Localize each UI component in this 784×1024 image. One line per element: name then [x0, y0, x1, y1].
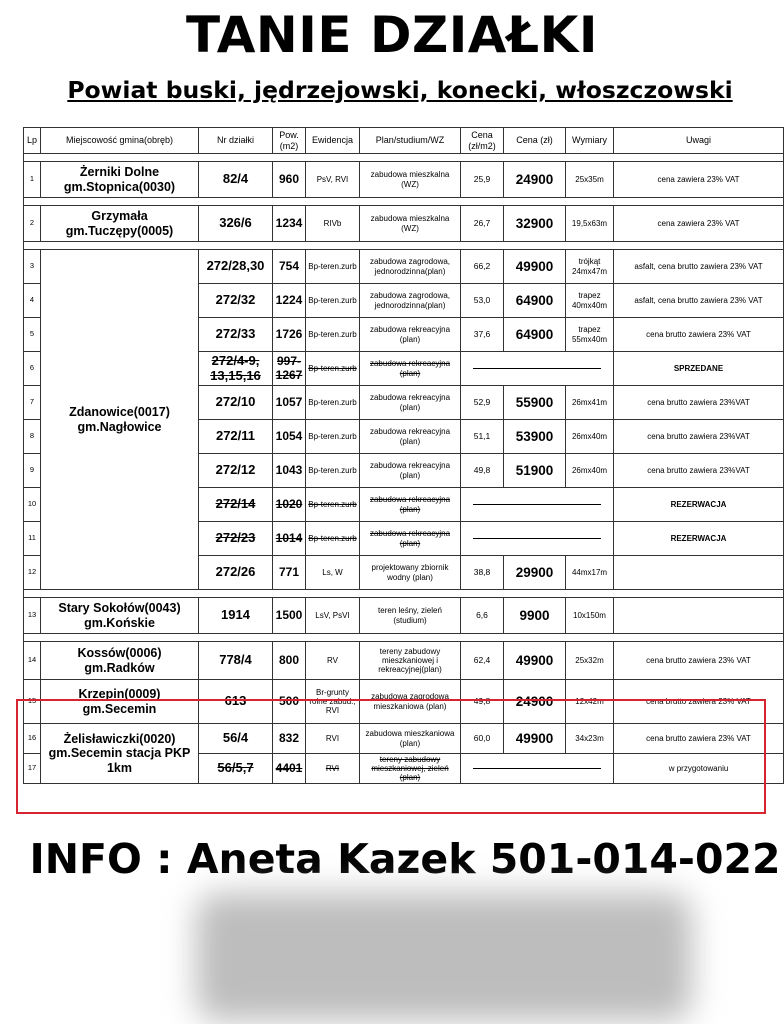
cell-price-per-m2: 37,6 [461, 318, 504, 352]
cell-lp: 1 [24, 162, 41, 198]
cell-notes: cena brutto zawiera 23% VAT [614, 680, 784, 724]
cell-lp: 14 [24, 642, 41, 680]
cell-registry: PsV, RVI [306, 162, 360, 198]
header-registry: Ewidencja [306, 128, 360, 154]
cell-plan: zabudowa rekreacyjna (plan) [360, 488, 461, 522]
cell-plan: zabudowa zagrodowa, jednorodzinna(plan) [360, 284, 461, 318]
cell-registry: Bp-teren.zurb [306, 522, 360, 556]
cell-notes: cena brutto zawiera 23% VAT [614, 724, 784, 754]
cell-price: 53900 [504, 420, 566, 454]
cell-parcel-number: 272/26 [199, 556, 273, 590]
cell-lp: 7 [24, 386, 41, 420]
cell-plan: projektowany zbiornik wodny (plan) [360, 556, 461, 590]
row-gap [24, 154, 784, 162]
cell-parcel-number: 778/4 [199, 642, 273, 680]
listings-table [23, 127, 784, 784]
table-header [24, 128, 784, 154]
table-row [24, 680, 784, 724]
cell-parcel-number: 613 [199, 680, 273, 724]
cell-parcel-number: 82/4 [199, 162, 273, 198]
cell-area: 771 [273, 556, 306, 590]
cell-dimensions: 19,5x63m [566, 206, 614, 242]
table-row [24, 162, 784, 198]
cell-location: Stary Sokołów(0043) gm.Końskie [41, 598, 199, 634]
cell-price: 29900 [504, 556, 566, 590]
cell-notes [614, 598, 784, 634]
cell-notes: cena zawiera 23% VAT [614, 162, 784, 198]
cell-lp: 17 [24, 754, 41, 784]
cell-price: 49900 [504, 250, 566, 284]
cell-notes: cena brutto zawiera 23%VAT [614, 454, 784, 488]
row-gap [24, 634, 784, 642]
cell-location: Grzymała gm.Tuczępy(0005) [41, 206, 199, 242]
cell-lp: 2 [24, 206, 41, 242]
cell-plan: zabudowa zagrodowa, jednorodzinna(plan) [360, 250, 461, 284]
cell-area: 1726 [273, 318, 306, 352]
cell-price: 64900 [504, 318, 566, 352]
strike-line [473, 504, 601, 505]
cell-lp: 13 [24, 598, 41, 634]
reserved-line [461, 488, 614, 522]
cell-parcel-number: 56/5,7 [199, 754, 273, 784]
header-dimensions: Wymiary [566, 128, 614, 154]
row-gap [24, 242, 784, 250]
strike-line [473, 368, 601, 369]
table-row [24, 250, 784, 284]
cell-price: 9900 [504, 598, 566, 634]
cell-notes: cena brutto zawiera 23% VAT [614, 318, 784, 352]
cell-registry: Bp-teren.zurb [306, 454, 360, 488]
cell-area: 1020 [273, 488, 306, 522]
cell-notes: REZERWACJA [614, 522, 784, 556]
cell-plan: zabudowa rekreacyjna (plan) [360, 454, 461, 488]
cell-area: 1224 [273, 284, 306, 318]
cell-lp: 8 [24, 420, 41, 454]
cell-lp: 10 [24, 488, 41, 522]
table-row [24, 206, 784, 242]
cell-registry: LsV, PsVI [306, 598, 360, 634]
cell-dimensions: 12x42m [566, 680, 614, 724]
cell-dimensions: 34x23m [566, 724, 614, 754]
cell-registry: Bp-teren.zurb [306, 386, 360, 420]
cell-price-per-m2: 52,9 [461, 386, 504, 420]
cell-lp: 12 [24, 556, 41, 590]
cell-dimensions: 26mx40m [566, 454, 614, 488]
cell-plan: zabudowa mieszkalna (WZ) [360, 162, 461, 198]
row-gap [24, 198, 784, 206]
cell-dimensions: 26mx40m [566, 420, 614, 454]
cell-notes: SPRZEDANE [614, 352, 784, 386]
cell-parcel-number: 272/32 [199, 284, 273, 318]
cell-price: 51900 [504, 454, 566, 488]
cell-dimensions: 26mx41m [566, 386, 614, 420]
cell-area: 1234 [273, 206, 306, 242]
cell-area: 1500 [273, 598, 306, 634]
cell-parcel-number: 272/4-9, 13,15,16 [199, 352, 273, 386]
cell-price-per-m2: 53,0 [461, 284, 504, 318]
cell-area: 4401 [273, 754, 306, 784]
cell-area: 754 [273, 250, 306, 284]
cell-plan: zabudowa rekreacyjna (plan) [360, 522, 461, 556]
header-notes: Uwagi [614, 128, 784, 154]
cell-price-per-m2: 6,6 [461, 598, 504, 634]
cell-parcel-number: 1914 [199, 598, 273, 634]
cell-lp: 6 [24, 352, 41, 386]
cell-price-per-m2: 49,8 [461, 680, 504, 724]
strike-line [473, 538, 601, 539]
sold-line [461, 352, 614, 386]
cell-price: 55900 [504, 386, 566, 420]
header-price-per-m2: Cena (zł/m2) [461, 128, 504, 154]
cell-location: Żerniki Dolne gm.Stopnica(0030) [41, 162, 199, 198]
cell-price: 64900 [504, 284, 566, 318]
blurred-area [196, 893, 692, 1021]
cell-notes: w przygotowaniu [614, 754, 784, 784]
cell-parcel-number: 272/28,30 [199, 250, 273, 284]
cell-registry: RVI [306, 754, 360, 784]
cell-registry: Ls, W [306, 556, 360, 590]
pending-line [461, 754, 614, 784]
cell-price: 49900 [504, 724, 566, 754]
cell-location: Zdanowice(0017) gm.Nagłowice [41, 250, 199, 590]
cell-notes: asfalt, cena brutto zawiera 23% VAT [614, 284, 784, 318]
cell-plan: tereny zabudowy mieszkaniowej i rekreacyjnej(plan) [360, 642, 461, 680]
cell-registry: RIVb [306, 206, 360, 242]
row-gap [24, 590, 784, 598]
header-plan: Plan/studium/WZ [360, 128, 461, 154]
cell-price-per-m2: 25,9 [461, 162, 504, 198]
cell-registry: Bp-teren.zurb [306, 284, 360, 318]
cell-plan: zabudowa rekreacyjna (plan) [360, 352, 461, 386]
cell-lp: 11 [24, 522, 41, 556]
cell-plan: tereny zabudowy mieszkaniowej, zieleń (plan) [360, 754, 461, 784]
header-parcel-number: Nr działki [199, 128, 273, 154]
cell-area: 1014 [273, 522, 306, 556]
cell-dimensions: 25x32m [566, 642, 614, 680]
cell-registry: RV [306, 642, 360, 680]
cell-area: 997-1267 [273, 352, 306, 386]
contact-info: INFO : Aneta Kazek 501-014-022 [29, 835, 781, 883]
cell-notes: cena brutto zawiera 23%VAT [614, 386, 784, 420]
cell-plan: zabudowa zagrodowa mieszkaniowa (plan) [360, 680, 461, 724]
cell-lp: 4 [24, 284, 41, 318]
cell-plan: teren leśny, zieleń (studium) [360, 598, 461, 634]
cell-notes: cena zawiera 23% VAT [614, 206, 784, 242]
header-price: Cena (zł) [504, 128, 566, 154]
cell-registry: Bp-teren.zurb [306, 318, 360, 352]
cell-price-per-m2: 51,1 [461, 420, 504, 454]
cell-parcel-number: 272/11 [199, 420, 273, 454]
cell-price-per-m2: 26,7 [461, 206, 504, 242]
cell-notes: asfalt, cena brutto zawiera 23% VAT [614, 250, 784, 284]
cell-area: 500 [273, 680, 306, 724]
cell-lp: 15 [24, 680, 41, 724]
cell-price-per-m2: 60,0 [461, 724, 504, 754]
cell-plan: zabudowa mieszkaniowa (plan) [360, 724, 461, 754]
cell-registry: Bp-teren.zurb [306, 352, 360, 386]
cell-parcel-number: 326/6 [199, 206, 273, 242]
cell-area: 1043 [273, 454, 306, 488]
cell-lp: 9 [24, 454, 41, 488]
cell-area: 832 [273, 724, 306, 754]
cell-notes: cena brutto zawiera 23% VAT [614, 642, 784, 680]
page-title: TANIE DZIAŁKI [186, 6, 598, 64]
cell-area: 1054 [273, 420, 306, 454]
cell-price-per-m2: 62,4 [461, 642, 504, 680]
cell-registry: Br-grunty rolne zabud., RVI [306, 680, 360, 724]
cell-registry: Bp-teren.zurb [306, 250, 360, 284]
header-lp: Lp [24, 128, 41, 154]
cell-price: 24900 [504, 162, 566, 198]
cell-price-per-m2: 49,8 [461, 454, 504, 488]
cell-dimensions: 10x150m [566, 598, 614, 634]
cell-dimensions: 44mx17m [566, 556, 614, 590]
cell-parcel-number: 272/33 [199, 318, 273, 352]
cell-location: Żelisławiczki(0020) gm.Secemin stacja PKP 1km [41, 724, 199, 784]
cell-area: 960 [273, 162, 306, 198]
cell-price: 32900 [504, 206, 566, 242]
cell-parcel-number: 272/23 [199, 522, 273, 556]
cell-lp: 3 [24, 250, 41, 284]
cell-registry: Bp-teren.zurb [306, 420, 360, 454]
table-row [24, 642, 784, 680]
header-area: Pow. (m2) [273, 128, 306, 154]
cell-parcel-number: 56/4 [199, 724, 273, 754]
cell-notes: REZERWACJA [614, 488, 784, 522]
cell-parcel-number: 272/14 [199, 488, 273, 522]
cell-area: 800 [273, 642, 306, 680]
cell-dimensions: 25x35m [566, 162, 614, 198]
reserved-line [461, 522, 614, 556]
cell-lp: 16 [24, 724, 41, 754]
cell-registry: RVI [306, 724, 360, 754]
cell-plan: zabudowa rekreacyjna (plan) [360, 318, 461, 352]
cell-area: 1057 [273, 386, 306, 420]
page-subtitle: Powiat buski, jędrzejowski, konecki, włoszczowski [67, 76, 733, 104]
cell-notes: cena brutto zawiera 23%VAT [614, 420, 784, 454]
cell-location: Krzepin(0009) gm.Secemin [41, 680, 199, 724]
cell-notes [614, 556, 784, 590]
cell-lp: 5 [24, 318, 41, 352]
cell-plan: zabudowa rekreacyjna (plan) [360, 420, 461, 454]
cell-plan: zabudowa rekreacyjna (plan) [360, 386, 461, 420]
cell-dimensions: trapez 55mx40m [566, 318, 614, 352]
cell-price: 24900 [504, 680, 566, 724]
table-row [24, 724, 784, 754]
strike-line [473, 768, 601, 769]
cell-dimensions: trójkąt 24mx47m [566, 250, 614, 284]
table-row [24, 598, 784, 634]
cell-location: Kossów(0006) gm.Radków [41, 642, 199, 680]
cell-price: 49900 [504, 642, 566, 680]
header-location: Miejscowość gmina(obręb) [41, 128, 199, 154]
cell-parcel-number: 272/10 [199, 386, 273, 420]
cell-registry: Bp-teren.zurb [306, 488, 360, 522]
cell-price-per-m2: 66,2 [461, 250, 504, 284]
cell-parcel-number: 272/12 [199, 454, 273, 488]
cell-price-per-m2: 38,8 [461, 556, 504, 590]
cell-dimensions: trapez 40mx40m [566, 284, 614, 318]
cell-plan: zabudowa mieszkalna (WZ) [360, 206, 461, 242]
